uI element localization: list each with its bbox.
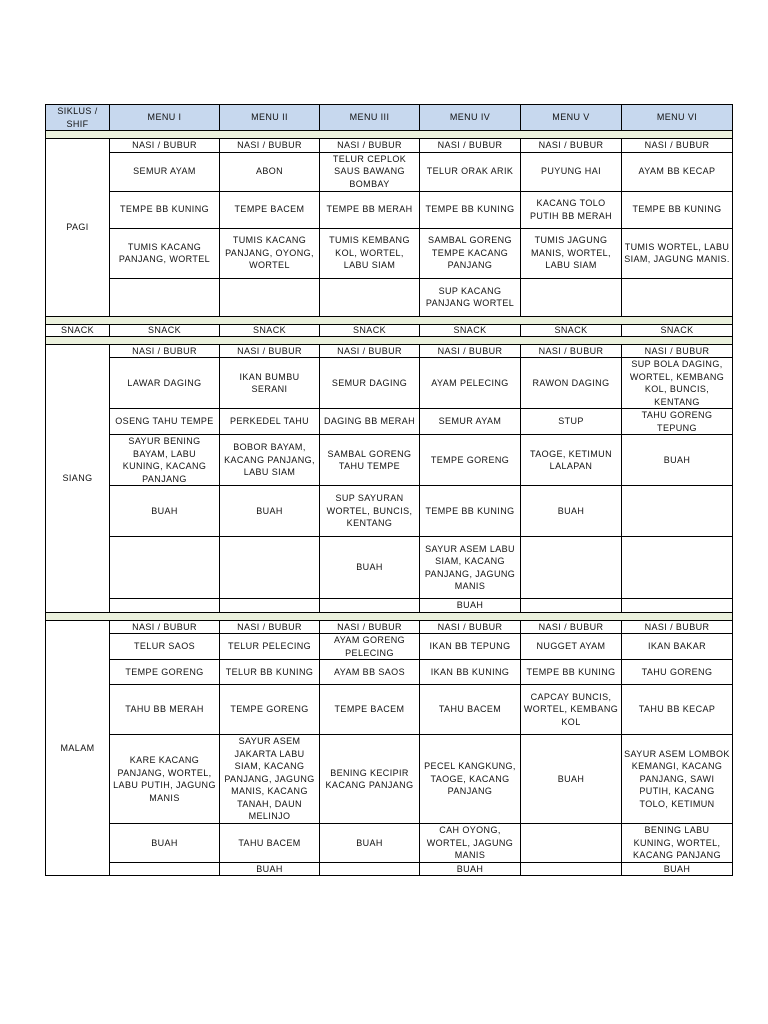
pagi-menu-4-cell: NASI / BUBUR bbox=[420, 139, 521, 153]
siang-menu-4-cell: TEMPE BB KUNING bbox=[420, 486, 521, 537]
malam-menu-4-cell: CAH OYONG, WORTEL, JAGUNG MANIS bbox=[420, 824, 521, 863]
header-menu-3: MENU III bbox=[320, 105, 420, 131]
malam-menu-2-cell: TELUR BB KUNING bbox=[220, 660, 320, 685]
malam-menu-2-cell: BUAH bbox=[220, 862, 320, 876]
pagi-row bbox=[46, 191, 733, 228]
pagi-menu-6-cell: TUMIS WORTEL, LABU SIAM, JAGUNG MANIS. bbox=[622, 228, 733, 278]
siang-menu-4-cell: NASI / BUBUR bbox=[420, 344, 521, 358]
siang-menu-1-cell bbox=[110, 537, 220, 599]
pagi-menu-3-cell: NASI / BUBUR bbox=[320, 139, 420, 153]
siang-row bbox=[46, 537, 733, 599]
siang-shift-label: SIANG bbox=[46, 344, 110, 612]
pagi-menu-5-cell: NASI / BUBUR bbox=[521, 139, 622, 153]
siang-menu-1-cell: SAYUR BENING BAYAM, LABU KUNING, KACANG PANJANG bbox=[110, 435, 220, 486]
malam-menu-1-cell: TEMPE GORENG bbox=[110, 660, 220, 685]
siang-menu-2-cell: IKAN BUMBU SERANI bbox=[220, 358, 320, 409]
malam-menu-4-cell: IKAN BB TEPUNG bbox=[420, 634, 521, 660]
malam-menu-4-cell: NASI / BUBUR bbox=[420, 620, 521, 634]
malam-menu-1-cell bbox=[110, 862, 220, 876]
header-menu-4: MENU IV bbox=[420, 105, 521, 131]
siang-menu-6-cell bbox=[622, 599, 733, 613]
siang-menu-2-cell: BUAH bbox=[220, 486, 320, 537]
siang-menu-4-cell: SEMUR AYAM bbox=[420, 409, 521, 435]
pagi-menu-3-cell: TELUR CEPLOK SAUS BAWANG BOMBAY bbox=[320, 152, 420, 191]
pagi-menu-4-cell: TELUR ORAK ARIK bbox=[420, 152, 521, 191]
malam-menu-4-cell: PECEL KANGKUNG, TAOGE, KACANG PANJANG bbox=[420, 735, 521, 824]
divider-cell bbox=[46, 612, 733, 620]
malam-menu-5-cell: NUGGET AYAM bbox=[521, 634, 622, 660]
malam-menu-4-cell: IKAN BB KUNING bbox=[420, 660, 521, 685]
pagi-menu-3-cell bbox=[320, 278, 420, 316]
malam-menu-5-cell bbox=[521, 824, 622, 863]
malam-menu-3-cell: BUAH bbox=[320, 824, 420, 863]
malam-row bbox=[46, 735, 733, 824]
siang-menu-5-cell: NASI / BUBUR bbox=[521, 344, 622, 358]
snack-menu-3-cell: SNACK bbox=[320, 324, 420, 336]
siang-menu-4-cell: AYAM PELECING bbox=[420, 358, 521, 409]
siang-menu-6-cell: BUAH bbox=[622, 435, 733, 486]
header-menu-2: MENU II bbox=[220, 105, 320, 131]
malam-menu-3-cell: BENING KECIPIR KACANG PANJANG bbox=[320, 735, 420, 824]
malam-menu-1-cell: KARE KACANG PANJANG, WORTEL, LABU PUTIH, JAGUNG MANIS bbox=[110, 735, 220, 824]
malam-menu-6-cell: BENING LABU KUNING, WORTEL, KACANG PANJANG bbox=[622, 824, 733, 863]
siang-menu-1-cell: NASI / BUBUR bbox=[110, 344, 220, 358]
pagi-menu-2-cell: NASI / BUBUR bbox=[220, 139, 320, 153]
malam-row bbox=[46, 634, 733, 660]
menu-cycle-table bbox=[45, 104, 733, 876]
section-divider bbox=[46, 316, 733, 324]
siang-menu-5-cell: TAOGE, KETIMUN LALAPAN bbox=[521, 435, 622, 486]
header-shift: SIKLUS / SHIF bbox=[46, 105, 110, 131]
pagi-menu-4-cell: SAMBAL GORENG TEMPE KACANG PANJANG bbox=[420, 228, 521, 278]
divider-cell bbox=[46, 336, 733, 344]
siang-menu-3-cell: BUAH bbox=[320, 537, 420, 599]
pagi-menu-2-cell: TUMIS KACANG PANJANG, OYONG, WORTEL bbox=[220, 228, 320, 278]
malam-menu-3-cell: AYAM BB SAOS bbox=[320, 660, 420, 685]
pagi-menu-5-cell: TUMIS JAGUNG MANIS, WORTEL, LABU SIAM bbox=[521, 228, 622, 278]
pagi-menu-5-cell bbox=[521, 278, 622, 316]
malam-menu-4-cell: TAHU BACEM bbox=[420, 685, 521, 735]
malam-menu-5-cell: NASI / BUBUR bbox=[521, 620, 622, 634]
malam-menu-2-cell: TEMPE GORENG bbox=[220, 685, 320, 735]
malam-menu-6-cell: TAHU GORENG bbox=[622, 660, 733, 685]
siang-menu-1-cell bbox=[110, 599, 220, 613]
header-menu-1: MENU I bbox=[110, 105, 220, 131]
siang-menu-5-cell: RAWON DAGING bbox=[521, 358, 622, 409]
pagi-row bbox=[46, 278, 733, 316]
header-menu-6: MENU VI bbox=[622, 105, 733, 131]
pagi-menu-1-cell: SEMUR AYAM bbox=[110, 152, 220, 191]
siang-menu-3-cell bbox=[320, 599, 420, 613]
malam-menu-3-cell bbox=[320, 862, 420, 876]
siang-menu-4-cell: TEMPE GORENG bbox=[420, 435, 521, 486]
header-row bbox=[46, 105, 733, 131]
pagi-shift-label: PAGI bbox=[46, 139, 110, 317]
siang-row bbox=[46, 358, 733, 409]
pagi-menu-6-cell: AYAM BB KECAP bbox=[622, 152, 733, 191]
malam-menu-2-cell: TELUR PELECING bbox=[220, 634, 320, 660]
malam-menu-6-cell: TAHU BB KECAP bbox=[622, 685, 733, 735]
pagi-row bbox=[46, 152, 733, 191]
siang-menu-1-cell: OSENG TAHU TEMPE bbox=[110, 409, 220, 435]
siang-menu-3-cell: NASI / BUBUR bbox=[320, 344, 420, 358]
snack-menu-6-cell: SNACK bbox=[622, 324, 733, 336]
header-menu-5: MENU V bbox=[521, 105, 622, 131]
siang-menu-6-cell: TAHU GORENG TEPUNG bbox=[622, 409, 733, 435]
malam-menu-5-cell bbox=[521, 862, 622, 876]
pagi-menu-3-cell: TEMPE BB MERAH bbox=[320, 191, 420, 228]
snack-menu-1-cell: SNACK bbox=[110, 324, 220, 336]
snack-menu-2-cell: SNACK bbox=[220, 324, 320, 336]
siang-menu-2-cell: BOBOR BAYAM, KACANG PANJANG, LABU SIAM bbox=[220, 435, 320, 486]
snack-row bbox=[46, 324, 733, 336]
siang-menu-1-cell: BUAH bbox=[110, 486, 220, 537]
section-divider bbox=[46, 336, 733, 344]
pagi-row bbox=[46, 139, 733, 153]
malam-menu-5-cell: BUAH bbox=[521, 735, 622, 824]
siang-row bbox=[46, 344, 733, 358]
snack-shift-label: SNACK bbox=[46, 324, 110, 336]
snack-menu-4-cell: SNACK bbox=[420, 324, 521, 336]
malam-row bbox=[46, 824, 733, 863]
siang-menu-2-cell bbox=[220, 537, 320, 599]
section-divider bbox=[46, 131, 733, 139]
pagi-menu-5-cell: PUYUNG HAI bbox=[521, 152, 622, 191]
siang-menu-6-cell: NASI / BUBUR bbox=[622, 344, 733, 358]
malam-menu-1-cell: BUAH bbox=[110, 824, 220, 863]
siang-menu-6-cell: SUP BOLA DAGING, WORTEL, KEMBANG KOL, BUNCIS, KENTANG bbox=[622, 358, 733, 409]
siang-menu-3-cell: SUP SAYURAN WORTEL, BUNCIS, KENTANG bbox=[320, 486, 420, 537]
siang-menu-6-cell bbox=[622, 537, 733, 599]
pagi-menu-6-cell: NASI / BUBUR bbox=[622, 139, 733, 153]
malam-menu-5-cell: CAPCAY BUNCIS, WORTEL, KEMBANG KOL bbox=[521, 685, 622, 735]
siang-row bbox=[46, 409, 733, 435]
pagi-menu-6-cell: TEMPE BB KUNING bbox=[622, 191, 733, 228]
malam-menu-2-cell: TAHU BACEM bbox=[220, 824, 320, 863]
siang-menu-3-cell: SEMUR DAGING bbox=[320, 358, 420, 409]
divider-cell bbox=[46, 316, 733, 324]
pagi-menu-2-cell bbox=[220, 278, 320, 316]
malam-row bbox=[46, 620, 733, 634]
malam-menu-6-cell: NASI / BUBUR bbox=[622, 620, 733, 634]
siang-menu-2-cell: NASI / BUBUR bbox=[220, 344, 320, 358]
siang-menu-5-cell bbox=[521, 537, 622, 599]
siang-menu-3-cell: SAMBAL GORENG TAHU TEMPE bbox=[320, 435, 420, 486]
pagi-menu-2-cell: ABON bbox=[220, 152, 320, 191]
siang-menu-1-cell: LAWAR DAGING bbox=[110, 358, 220, 409]
malam-menu-6-cell: SAYUR ASEM LOMBOK KEMANGI, KACANG PANJANG, SAWI PUTIH, KACANG TOLO, KETIMUN bbox=[622, 735, 733, 824]
pagi-menu-1-cell: TEMPE BB KUNING bbox=[110, 191, 220, 228]
siang-menu-4-cell: SAYUR ASEM LABU SIAM, KACANG PANJANG, JAGUNG MANIS bbox=[420, 537, 521, 599]
snack-menu-5-cell: SNACK bbox=[521, 324, 622, 336]
malam-menu-1-cell: NASI / BUBUR bbox=[110, 620, 220, 634]
malam-menu-2-cell: SAYUR ASEM JAKARTA LABU SIAM, KACANG PANJANG, JAGUNG MANIS, KACANG TANAH, DAUN MELINJO bbox=[220, 735, 320, 824]
divider-cell bbox=[46, 131, 733, 139]
pagi-menu-1-cell: TUMIS KACANG PANJANG, WORTEL bbox=[110, 228, 220, 278]
malam-row bbox=[46, 660, 733, 685]
pagi-menu-5-cell: KACANG TOLO PUTIH BB MERAH bbox=[521, 191, 622, 228]
malam-shift-label: MALAM bbox=[46, 620, 110, 876]
pagi-menu-2-cell: TEMPE BACEM bbox=[220, 191, 320, 228]
malam-menu-1-cell: TELUR SAOS bbox=[110, 634, 220, 660]
siang-menu-5-cell: BUAH bbox=[521, 486, 622, 537]
malam-menu-5-cell: TEMPE BB KUNING bbox=[521, 660, 622, 685]
pagi-menu-4-cell: SUP KACANG PANJANG WORTEL bbox=[420, 278, 521, 316]
pagi-menu-6-cell bbox=[622, 278, 733, 316]
malam-menu-6-cell: BUAH bbox=[622, 862, 733, 876]
malam-menu-3-cell: NASI / BUBUR bbox=[320, 620, 420, 634]
malam-menu-6-cell: IKAN BAKAR bbox=[622, 634, 733, 660]
siang-menu-5-cell bbox=[521, 599, 622, 613]
pagi-menu-1-cell: NASI / BUBUR bbox=[110, 139, 220, 153]
section-divider bbox=[46, 612, 733, 620]
siang-row bbox=[46, 486, 733, 537]
malam-menu-3-cell: AYAM GORENG PELECING bbox=[320, 634, 420, 660]
siang-menu-2-cell: PERKEDEL TAHU bbox=[220, 409, 320, 435]
siang-row bbox=[46, 435, 733, 486]
siang-menu-4-cell: BUAH bbox=[420, 599, 521, 613]
siang-menu-5-cell: STUP bbox=[521, 409, 622, 435]
malam-menu-4-cell: BUAH bbox=[420, 862, 521, 876]
siang-menu-3-cell: DAGING BB MERAH bbox=[320, 409, 420, 435]
siang-menu-2-cell bbox=[220, 599, 320, 613]
malam-menu-1-cell: TAHU BB MERAH bbox=[110, 685, 220, 735]
malam-menu-3-cell: TEMPE BACEM bbox=[320, 685, 420, 735]
malam-menu-2-cell: NASI / BUBUR bbox=[220, 620, 320, 634]
pagi-menu-4-cell: TEMPE BB KUNING bbox=[420, 191, 521, 228]
pagi-menu-3-cell: TUMIS KEMBANG KOL, WORTEL, LABU SIAM bbox=[320, 228, 420, 278]
malam-row bbox=[46, 685, 733, 735]
malam-row bbox=[46, 862, 733, 876]
pagi-row bbox=[46, 228, 733, 278]
siang-row bbox=[46, 599, 733, 613]
siang-menu-6-cell bbox=[622, 486, 733, 537]
pagi-menu-1-cell bbox=[110, 278, 220, 316]
